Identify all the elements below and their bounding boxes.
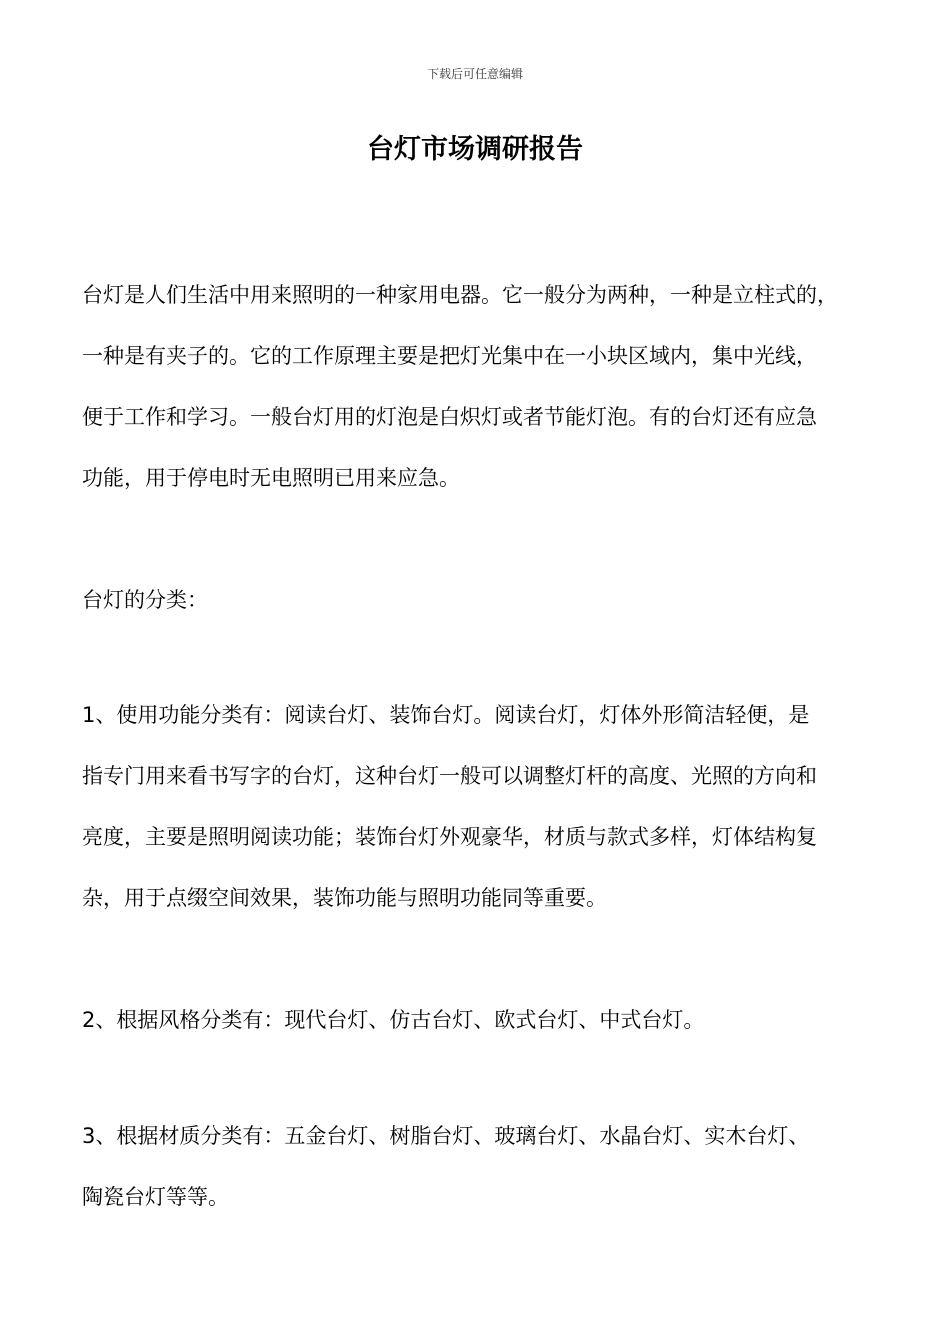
item2-line: 2、根据风格分类有：现代台灯、仿古台灯、欧式台灯、中式台灯。 xyxy=(82,1008,705,1032)
item1-line: 1、使用功能分类有：阅读台灯、装饰台灯。阅读台灯，灯体外形简洁轻便，是 xyxy=(82,703,810,727)
item1-line: 亮度，主要是照明阅读功能；装饰台灯外观豪华，材质与款式多样，灯体结构复 xyxy=(82,825,817,849)
intro-line: 一种是有夹子的。它的工作原理主要是把灯光集中在一小块区域内，集中光线， xyxy=(82,344,817,368)
header-note: 下载后可任意编辑 xyxy=(426,67,523,81)
classification-item-2 xyxy=(82,990,882,1051)
intro-line: 功能，用于停电时无电照明已用来应急。 xyxy=(82,466,460,490)
classification-heading-text: 台灯的分类： xyxy=(82,588,208,612)
document-title: 台灯市场调研报告 xyxy=(367,134,583,165)
item1-line: 指专门用来看书写字的台灯，这种台灯一般可以调整灯杆的高度、光照的方向和 xyxy=(82,764,817,788)
item1-line: 杂，用于点缀空间效果，装饰功能与照明功能同等重要。 xyxy=(82,886,607,910)
classification-item-1 xyxy=(82,685,882,929)
item3-line: 陶瓷台灯等等。 xyxy=(82,1185,229,1209)
classification-item-3 xyxy=(82,1106,882,1228)
item3-line: 3、根据材质分类有：五金台灯、树脂台灯、玻璃台灯、水晶台灯、实木台灯、 xyxy=(82,1124,810,1148)
intro-line: 台灯是人们生活中用来照明的一种家用电器。它一般分为两种，一种是立柱式的， xyxy=(82,283,838,307)
intro-line: 便于工作和学习。一般台灯用的灯泡是白炽灯或者节能灯泡。有的台灯还有应急 xyxy=(82,405,817,429)
classification-heading xyxy=(82,570,882,631)
intro-paragraph xyxy=(82,265,882,509)
